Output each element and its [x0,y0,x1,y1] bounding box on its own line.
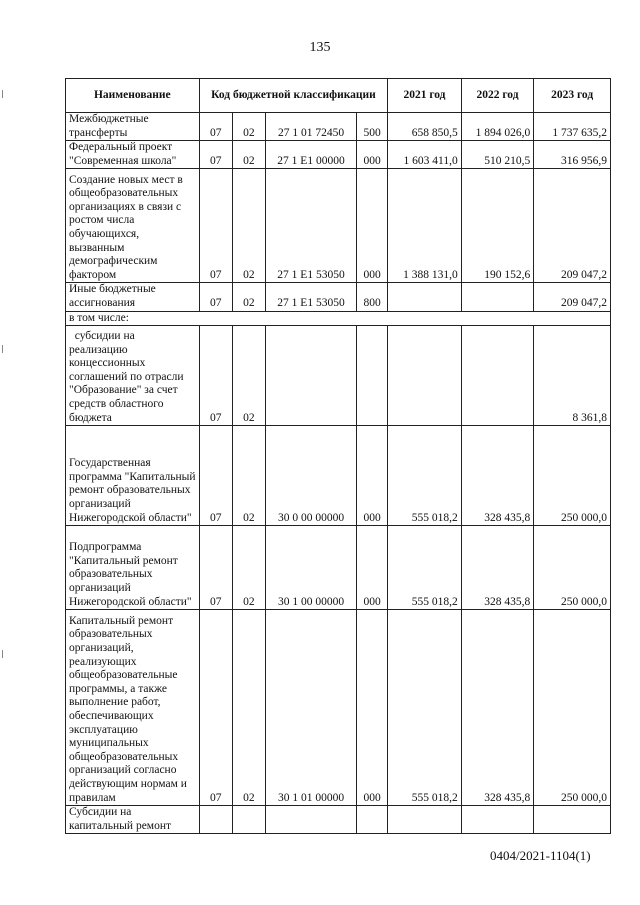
row-pr: 02 [232,113,265,141]
row-value-2021: 1 388 131,0 [388,169,462,283]
table-row [66,326,611,426]
page-number: 135 [309,40,331,55]
row-value-2023: 316 956,9 [534,141,611,169]
row-name: субсидии на реализацию концессионных соглашений по отрасли "Образование" за счет средств областного бюджета [66,326,200,426]
row-csr: 30 1 01 00000 [265,610,356,806]
header-name: Наименование [66,79,200,113]
row-value-2022 [461,326,534,426]
row-csr: 30 1 00 00000 [265,526,356,610]
row-value-2021 [388,806,462,834]
row-pr: 02 [232,326,265,426]
margin-mark [2,650,3,658]
row-name: Создание новых мест в общеобразовательных организациях в связи с ростом числа обучающихся, вызванным демографическим фактором [66,169,200,283]
row-csr [265,806,356,834]
row-value-2022: 510 210,5 [461,141,534,169]
row-rz [199,806,232,834]
row-vr: 000 [357,169,388,283]
row-value-2023: 209 047,2 [534,283,611,311]
budget-table [65,78,611,834]
header-2022: 2022 год [461,79,534,113]
row-name: Государственная программа "Капитальный ремонт образовательных организаций Нижегородской области" [66,426,200,526]
header-2023: 2023 год [534,79,611,113]
row-pr: 02 [232,283,265,311]
table-row [66,169,611,283]
table-row [66,806,611,834]
row-vr [357,806,388,834]
margin-mark [2,345,3,353]
table-row [66,311,611,326]
table-header-row [66,79,611,113]
row-value-2022: 1 894 026,0 [461,113,534,141]
row-csr [265,326,356,426]
row-value-2021: 555 018,2 [388,426,462,526]
row-value-2022: 328 435,8 [461,610,534,806]
table-row [66,526,611,610]
row-rz: 07 [199,169,232,283]
row-vr: 000 [357,426,388,526]
table-row [66,283,611,311]
row-value-2023: 1 737 635,2 [534,113,611,141]
row-value-2021: 555 018,2 [388,610,462,806]
row-vr: 000 [357,610,388,806]
row-csr: 30 0 00 00000 [265,426,356,526]
row-csr: 27 1 E1 00000 [265,141,356,169]
row-value-2022: 328 435,8 [461,426,534,526]
row-name: Межбюджетные трансферты [66,113,200,141]
row-value-2021: 658 850,5 [388,113,462,141]
row-name: Субсидии на капитальный ремонт [66,806,200,834]
margin-mark [2,90,3,98]
document-code: 0404/2021-1104(1) [490,848,591,863]
row-csr: 27 1 E1 53050 [265,169,356,283]
row-value-2022 [461,806,534,834]
row-value-2022: 328 435,8 [461,526,534,610]
row-value-2023: 250 000,0 [534,610,611,806]
row-value-2023 [534,806,611,834]
row-value-2021 [388,326,462,426]
row-csr: 27 1 E1 53050 [265,283,356,311]
row-value-2023: 250 000,0 [534,426,611,526]
table-row [66,113,611,141]
row-rz: 07 [199,426,232,526]
row-rz: 07 [199,283,232,311]
row-name: Капитальный ремонт образовательных организаций, реализующих общеобразовательные программы, а также выполнение работ, обеспечивающих эксплуатацию муниципальных общеобразовательных организаций согласно действующим нормам и правилам [66,610,200,806]
row-pr: 02 [232,610,265,806]
row-value-2023: 250 000,0 [534,526,611,610]
header-code: Код бюджетной классификации [199,79,388,113]
row-value-2021 [388,283,462,311]
row-vr: 500 [357,113,388,141]
row-pr [232,806,265,834]
row-name: Иные бюджетные ассигнования [66,283,200,311]
row-rz: 07 [199,113,232,141]
row-pr: 02 [232,526,265,610]
table-row [66,141,611,169]
row-value-2023: 209 047,2 [534,169,611,283]
header-2021: 2021 год [388,79,462,113]
row-name: Подпрограмма "Капитальный ремонт образовательных организаций Нижегородской области" [66,526,200,610]
row-value-2022 [461,283,534,311]
row-rz: 07 [199,526,232,610]
row-pr: 02 [232,426,265,526]
row-vr [357,326,388,426]
row-name: в том числе: [66,311,611,326]
row-rz: 07 [199,326,232,426]
table-row [66,610,611,806]
row-value-2021: 555 018,2 [388,526,462,610]
row-csr: 27 1 01 72450 [265,113,356,141]
row-pr: 02 [232,141,265,169]
row-rz: 07 [199,610,232,806]
row-name: Федеральный проект "Современная школа" [66,141,200,169]
row-value-2022: 190 152,6 [461,169,534,283]
row-rz: 07 [199,141,232,169]
row-vr: 800 [357,283,388,311]
row-vr: 000 [357,141,388,169]
table-row [66,426,611,526]
row-value-2021: 1 603 411,0 [388,141,462,169]
row-pr: 02 [232,169,265,283]
row-vr: 000 [357,526,388,610]
row-value-2023: 8 361,8 [534,326,611,426]
